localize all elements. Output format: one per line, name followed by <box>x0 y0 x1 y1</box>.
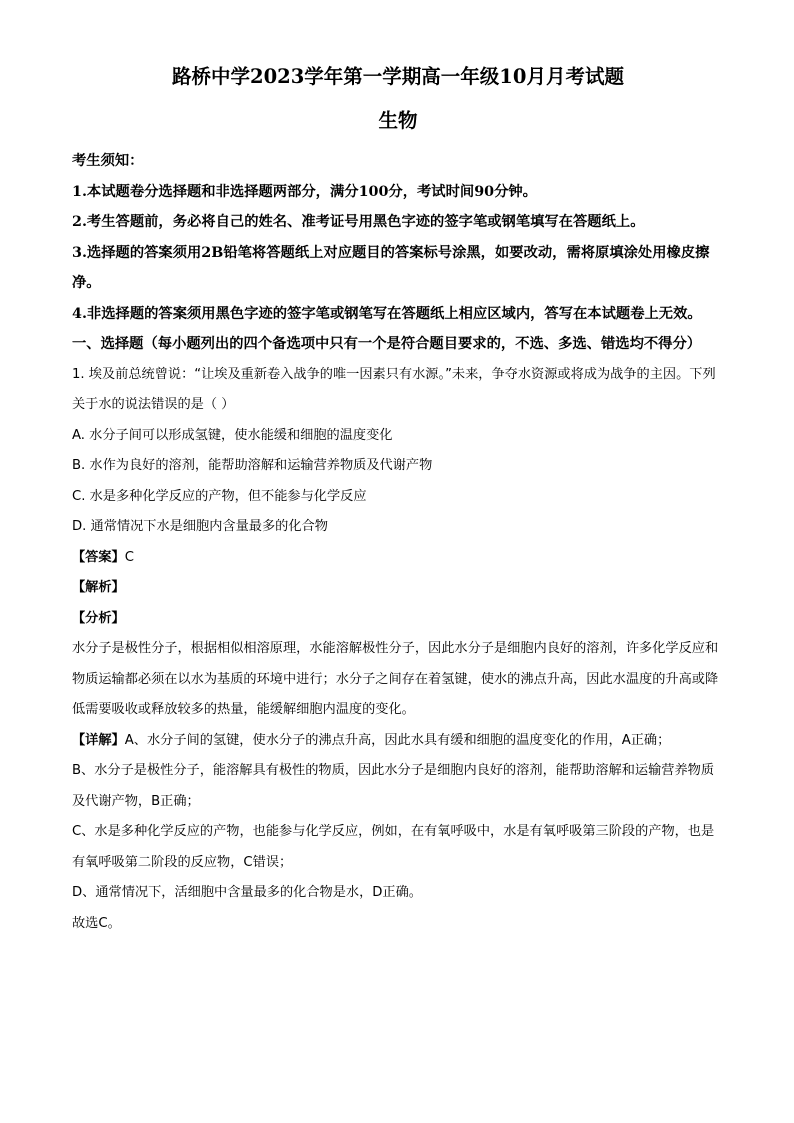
fenxi-text: 水分子是极性分子，根据相似相溶原理，水能溶解极性分子，因此水分子是细胞内良好的溶剂，许多化学反应和物质运输都必须在以水为基质的环境中进行；水分子之间存在着氢键，使水的沸点升高，因此水温度的升高或降低需要吸收或释放较多的热量，能缓解细胞内温度的变化。 <box>72 641 719 717</box>
fenxi-label: 【分析】 <box>72 610 125 626</box>
detail-item: C、水是多种化学反应的产物，也能参与化学反应，例如，在有氧呼吸中，水是有氧呼吸第三阶段的产物，也是有氧呼吸第二阶段的反应物，C错误； <box>72 824 715 870</box>
detail-line-a <box>72 726 724 757</box>
subject-title: 生物 <box>378 109 418 132</box>
conclusion: 故选C。 <box>72 915 121 931</box>
option-a: A. 水分子间可以形成氢键，使水能缓和细胞的温度变化 <box>72 427 393 443</box>
notice-item: 1.本试题卷分选择题和非选择题两部分，满分100分，考试时间90分钟。 <box>72 183 537 200</box>
notice-item: 2.考生答题前，务必将自己的姓名、准考证号用黑色字迹的签字笔或钢笔填写在答题纸上。 <box>72 214 645 230</box>
detail-item: A、水分子间的氢键，使水分子的沸点升高，因此水具有缓和细胞的温度变化的作用，A正确； <box>124 732 671 748</box>
detail-item: D、通常情况下，活细胞中含量最多的化合物是水，D正确。 <box>72 885 422 900</box>
answer-value: C <box>124 549 134 565</box>
detail-label: 【详解】 <box>72 732 125 748</box>
page-title: 路桥中学2023学年第一学期高一年级10月月考试题 <box>172 65 624 88</box>
analysis-label: 【解析】 <box>72 580 125 595</box>
option-d: D. 通常情况下水是细胞内含量最多的化合物 <box>72 519 328 534</box>
option-b: B. 水作为良好的溶剂，能帮助溶解和运输营养物质及代谢产物 <box>72 458 433 473</box>
notice-item: 3.选择题的答案须用2B铅笔将答题纸上对应题目的答案标号涂黑，如要改动，需将原填涂处用橡皮擦净。 <box>72 244 710 291</box>
answer-label: 【答案】 <box>72 549 125 565</box>
exam-page <box>72 62 724 939</box>
notice-item: 4.非选择题的答案须用黑色字迹的签字笔或钢笔写在答题纸上相应区域内，答写在本试题卷上无效。 <box>72 305 702 322</box>
option-c: C. 水是多种化学反应的产物，但不能参与化学反应 <box>72 488 367 504</box>
section-heading: 一、选择题（每小题列出的四个备选项中只有一个是符合题目要求的，不选、多选、错选均不得分） <box>72 336 702 352</box>
question-stem: 1. 埃及前总统曾说：“让埃及重新卷入战争的唯一因素只有水源。”未来，争夺水资源或将成为战争的主因。下列关于水的说法错误的是（ ） <box>72 366 716 412</box>
notice-heading: 考生须知： <box>72 153 144 169</box>
answer-line <box>72 543 724 574</box>
detail-item: B、水分子是极性分子，能溶解具有极性的物质，因此水分子是细胞内良好的溶剂，能帮助溶解和运输营养物质及代谢产物，B正确； <box>72 763 715 809</box>
question-1 <box>72 360 724 940</box>
exam-notice <box>72 146 724 360</box>
